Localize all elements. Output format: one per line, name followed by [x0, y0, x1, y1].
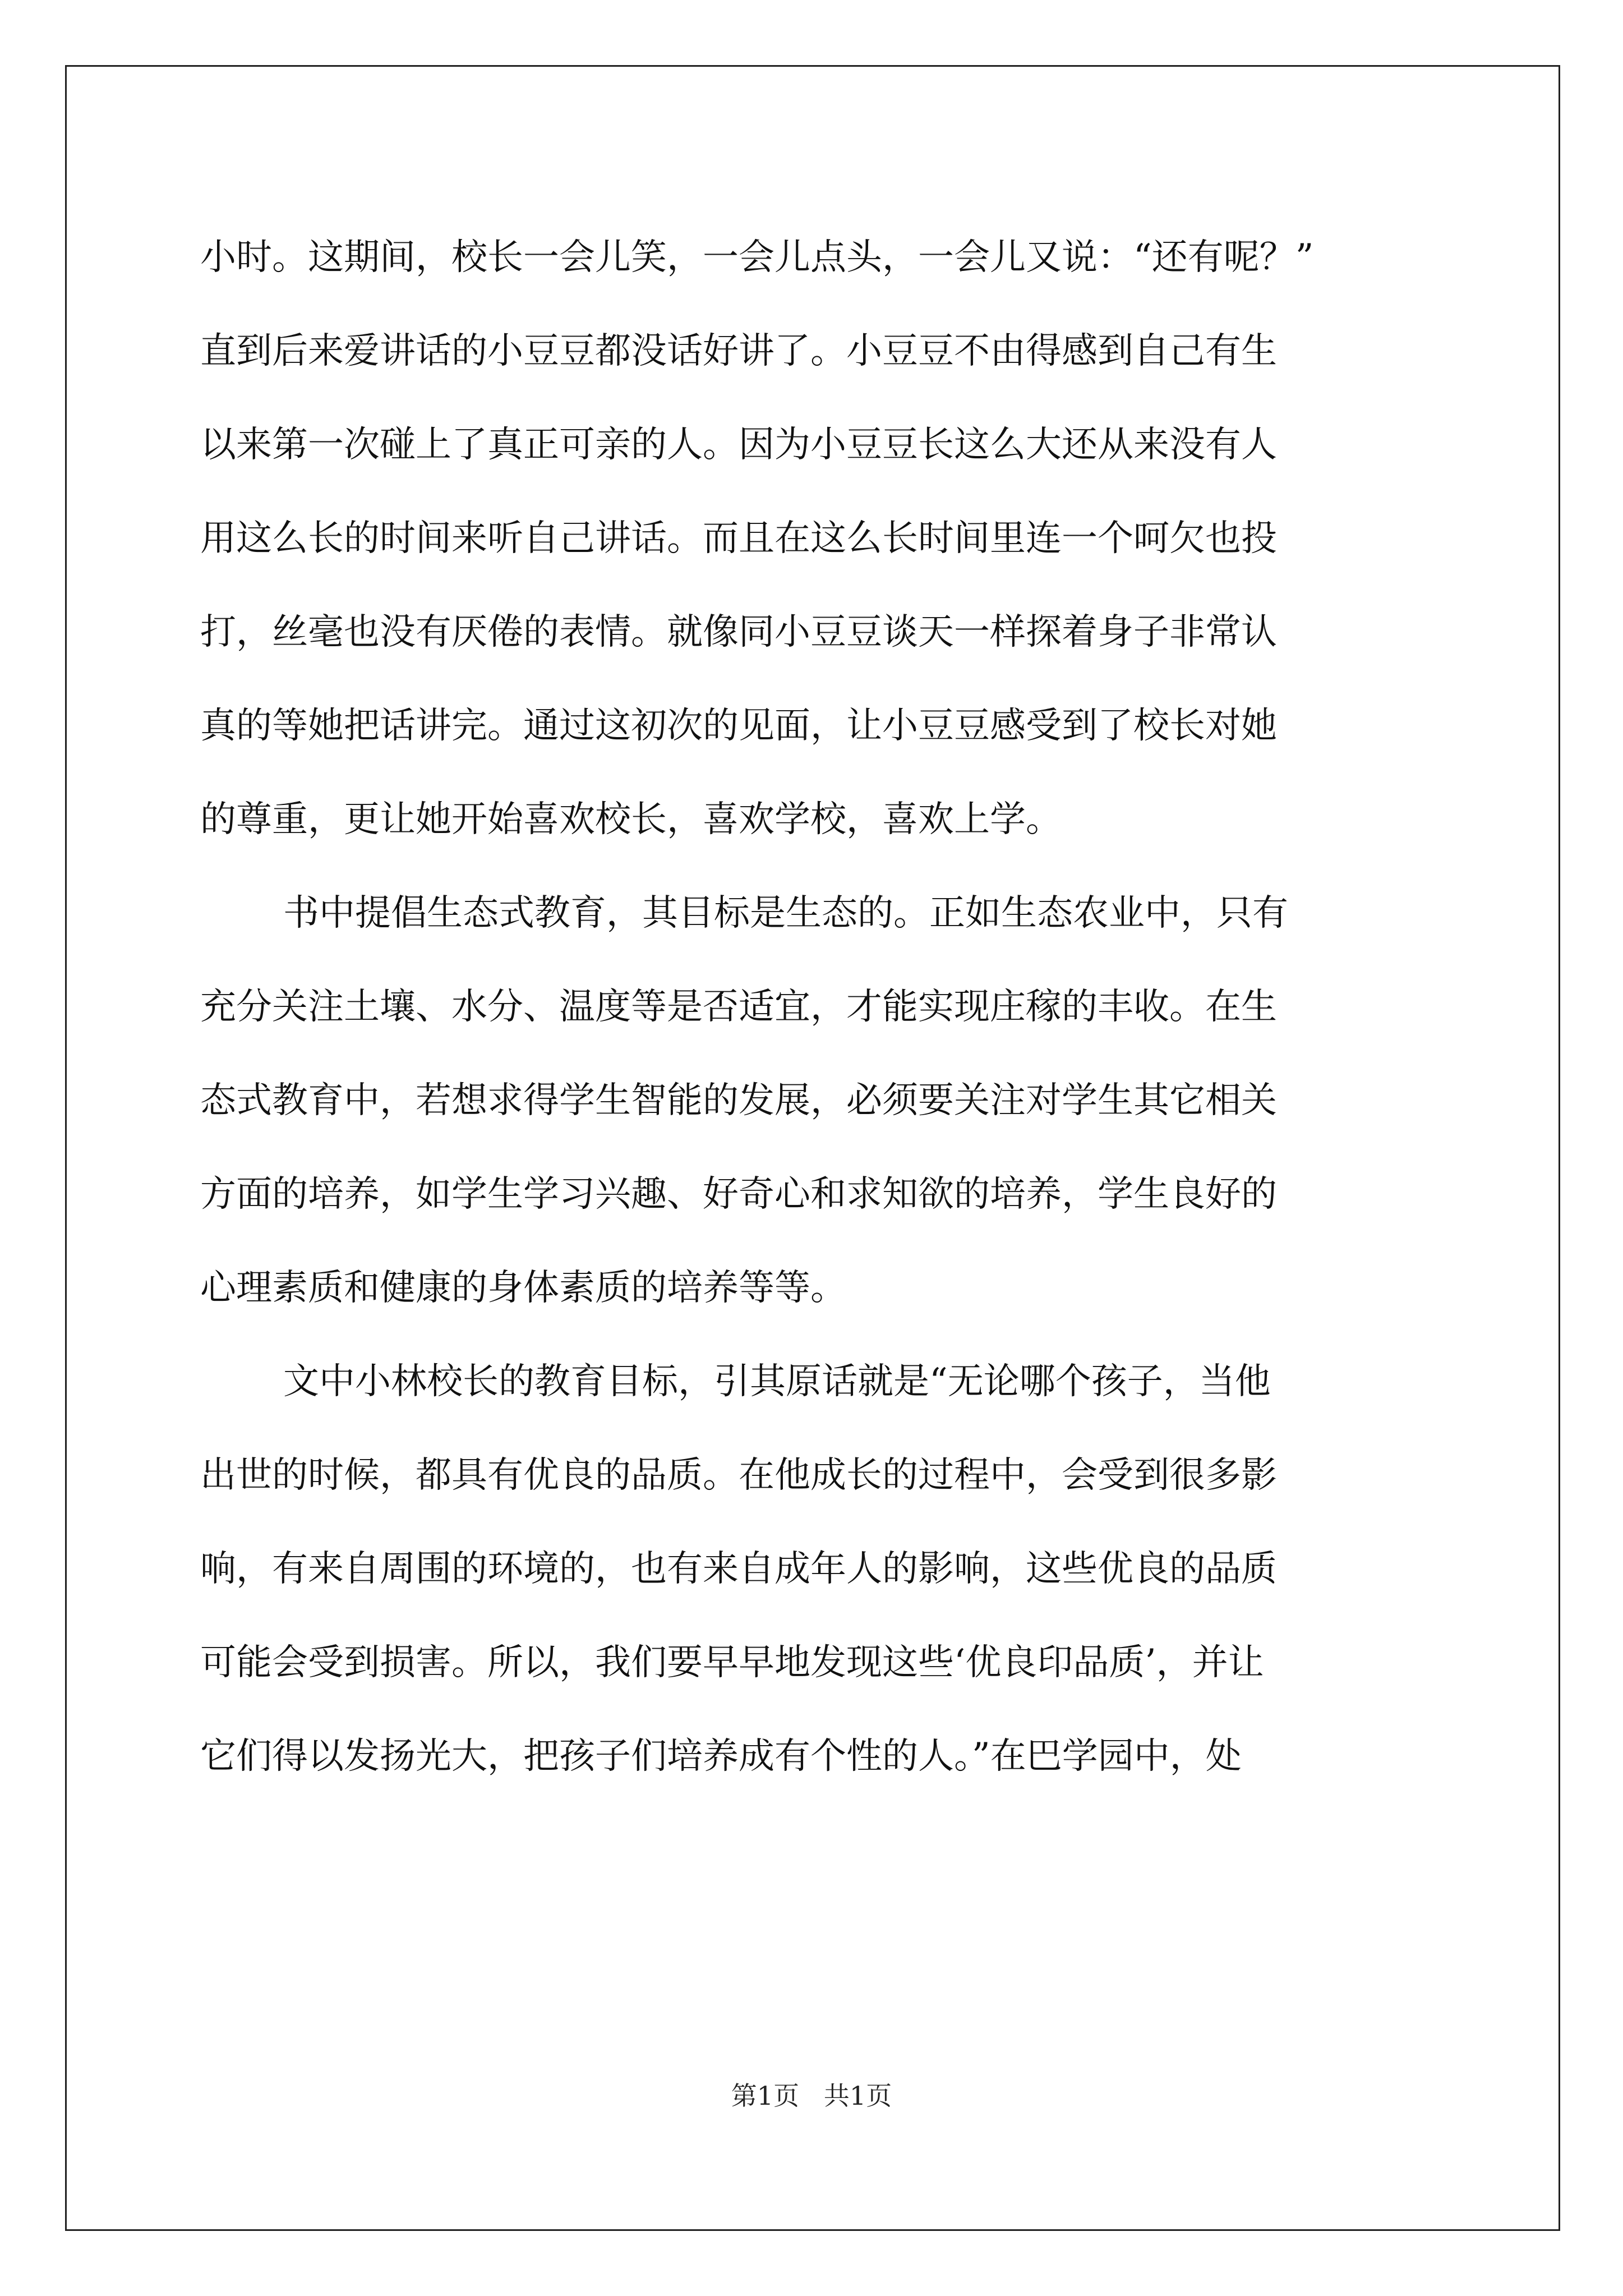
text-line: 响，有来自周围的环境的，也有来自成年人的影响，这些优良的品质 — [200, 1548, 1277, 1590]
text-line: 可能会受到损害。所以，我们要早早地发现这些‘优良印品质’，并让 — [200, 1642, 1264, 1683]
text-line: 出世的时候，都具有优良的品质。在他成长的过程中，会受到很多影 — [200, 1455, 1277, 1496]
text-line: 小时。这期间，校长一会儿笑，一会儿点头，一会儿又说：“还有呢？” — [200, 237, 1314, 278]
text-line: 的尊重，更让她开始喜欢校长，喜欢学校，喜欢上学。 — [200, 799, 1062, 840]
paragraph-start-line: 书中提倡生态式教育，其目标是生态的。正如生态农业中，只有 — [283, 892, 1288, 934]
text-line: 打，丝毫也没有厌倦的表情。就像同小豆豆谈天一样探着身子非常认 — [200, 611, 1277, 653]
text-line: 心理素质和健康的身体素质的培养等等。 — [200, 1267, 846, 1309]
text-line: 以来第一次碰上了真正可亲的人。因为小豆豆长这么大还从来没有人 — [200, 424, 1277, 466]
text-line: 充分关注土壤、水分、温度等是否适宜，才能实现庄稼的丰收。在生 — [200, 986, 1277, 1028]
document-body — [200, 211, 1434, 1803]
paragraph-start-line: 文中小林校长的教育目标，引其原话就是“无论哪个孩子，当他 — [283, 1361, 1271, 1402]
text-line: 它们得以发扬光大，把孩子们培养成有个性的人。”在巴学园中，处 — [200, 1736, 1242, 1777]
text-line: 直到后来爱讲话的小豆豆都没话好讲了。小豆豆不由得感到自己有生 — [200, 330, 1277, 372]
text-line: 方面的培养，如学生学习兴趣、好奇心和求知欲的培养，学生良好的 — [200, 1174, 1277, 1215]
page-number-footer: 第1页 共1页 — [731, 2081, 892, 2111]
text-line: 态式教育中，若想求得学生智能的发展，必须要关注对学生其它相关 — [200, 1080, 1277, 1121]
text-line: 真的等她把话讲完。通过这初次的见面，让小豆豆感受到了校长对她 — [200, 705, 1277, 747]
text-line: 用这么长的时间来听自己讲话。而且在这么长时间里连一个呵欠也投 — [200, 518, 1277, 559]
